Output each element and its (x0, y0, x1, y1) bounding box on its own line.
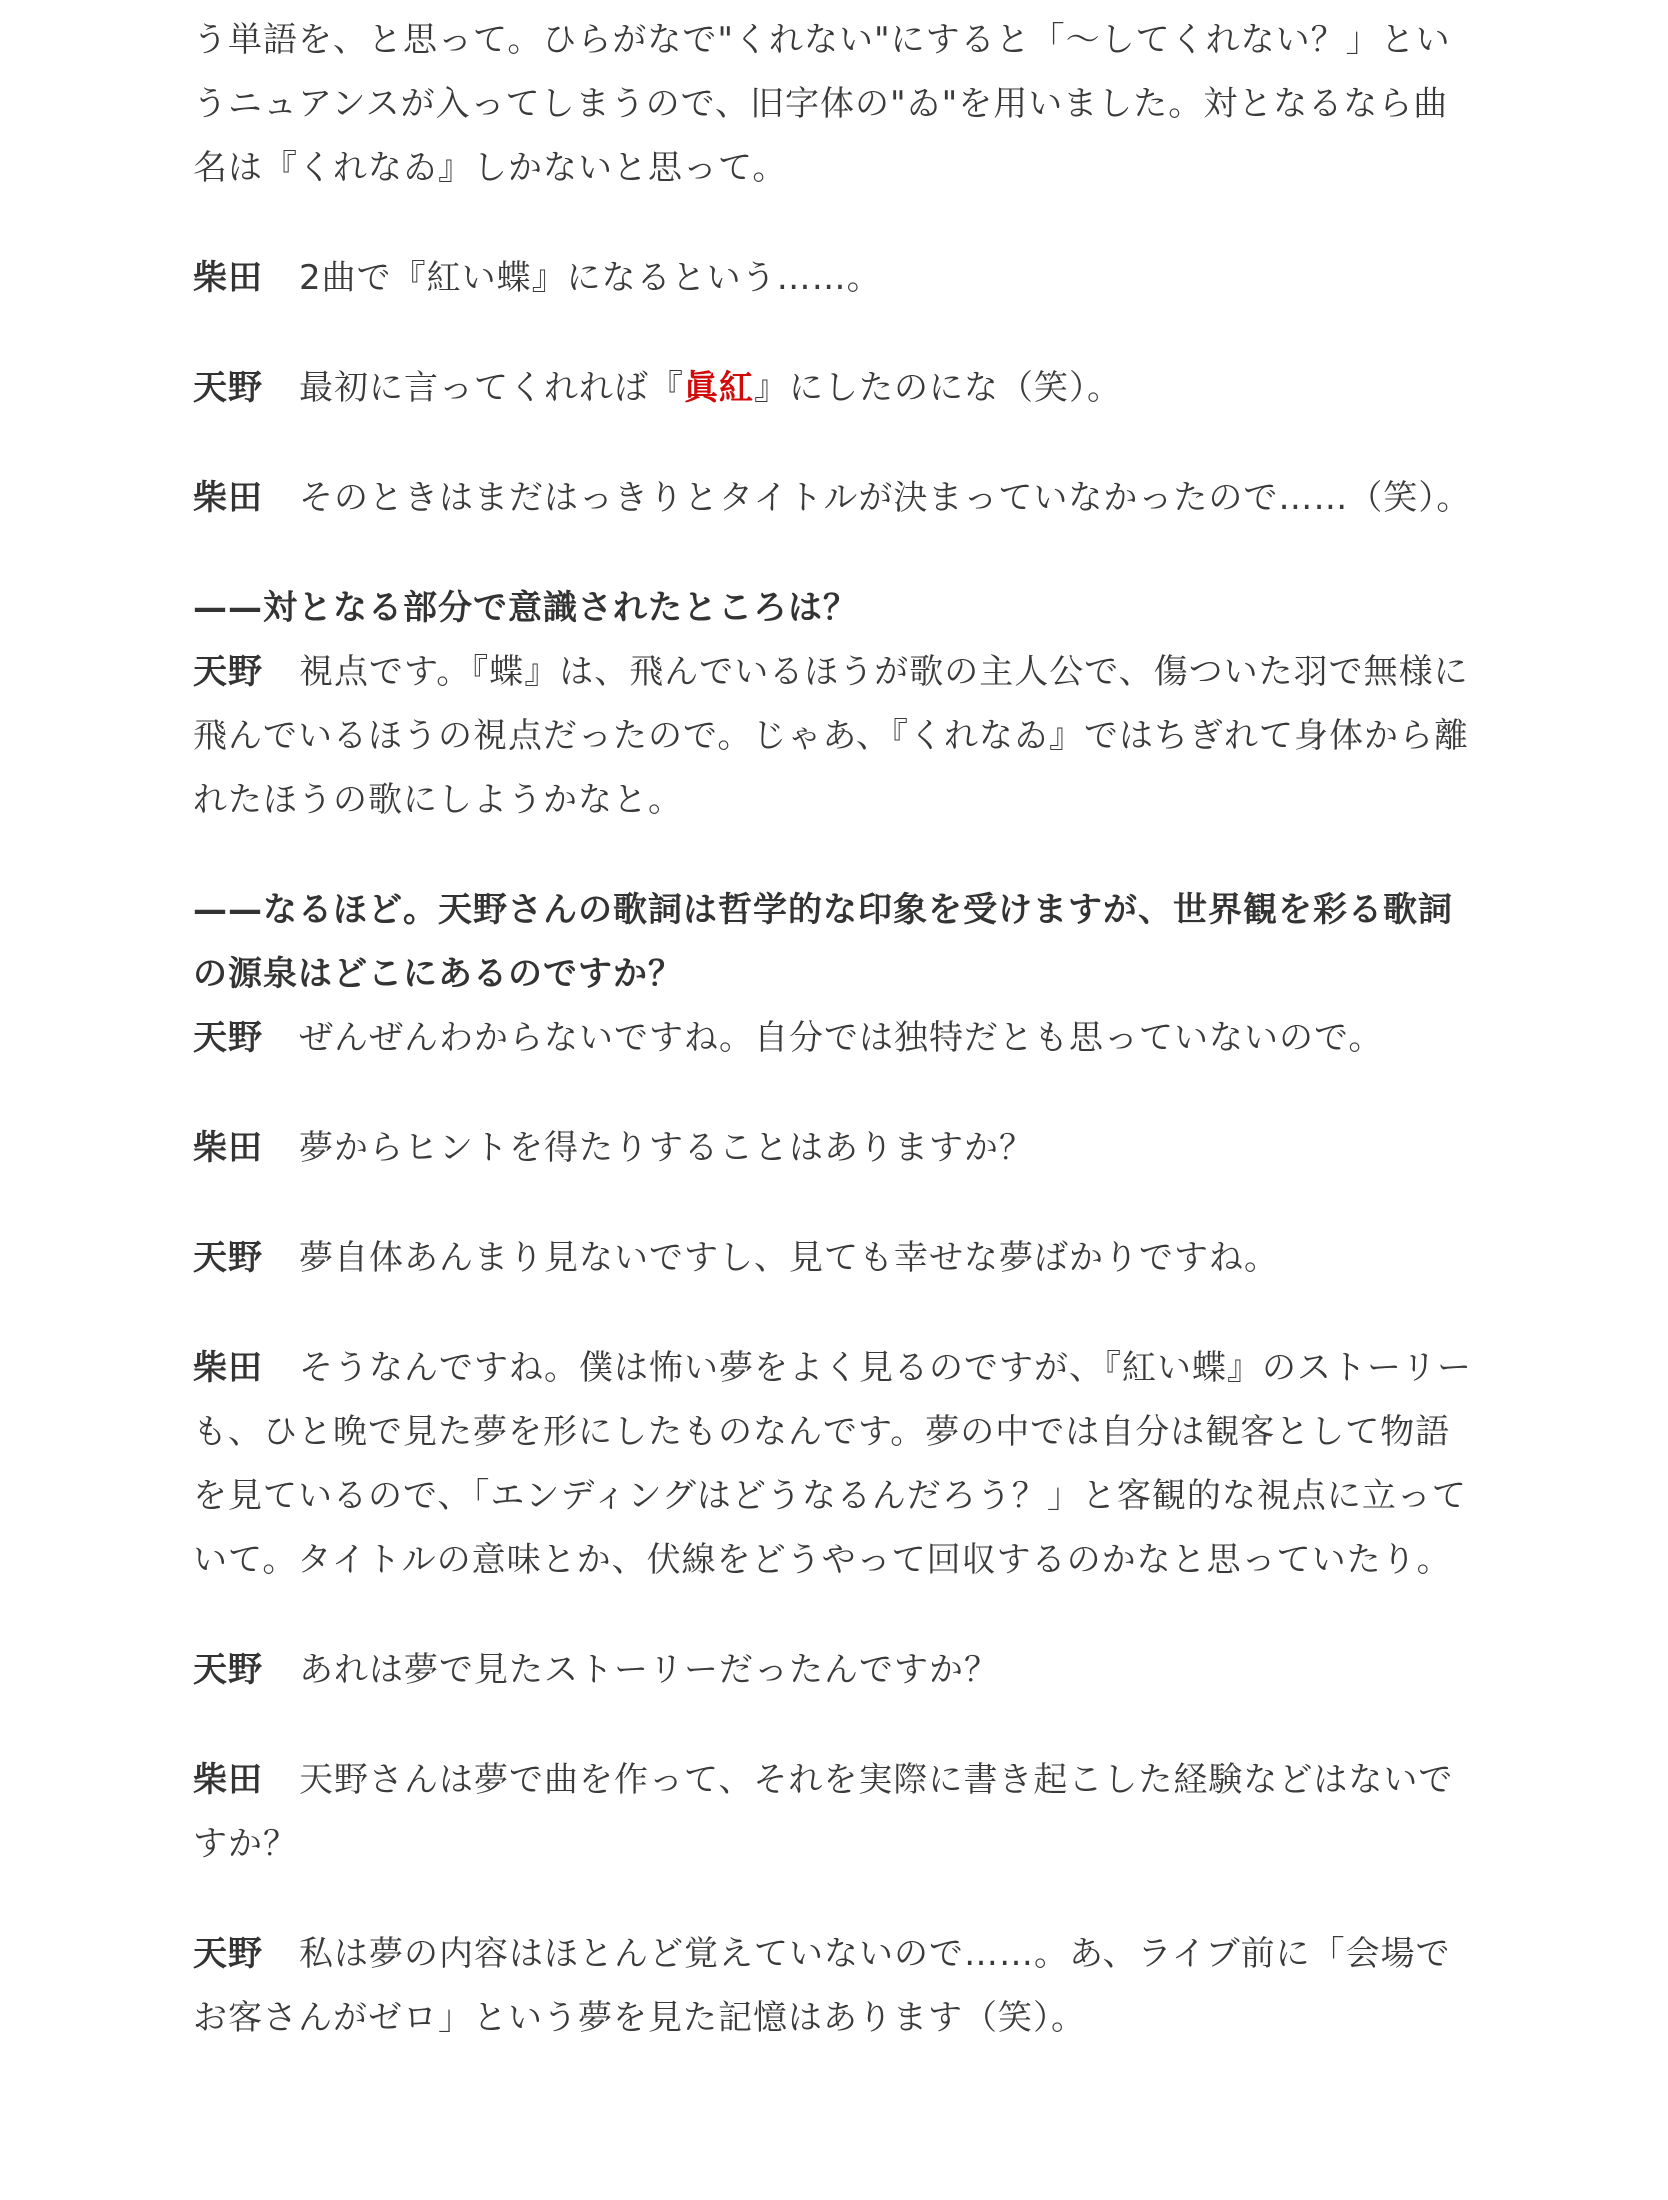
dialogue-text: 視点です。『蝶』は、飛んでいるほうが歌の主人公で、傷ついた羽で無様に飛んでいるほうの視点だったので。じゃあ、『くれなゐ』ではちぎれて身体から離れたほうの歌にしようかなと。 (193, 652, 1469, 820)
dialogue-shibata-1 (193, 246, 1473, 310)
speaker-name: 柴田 (193, 1128, 263, 1168)
dialogue-text: 天野さんは夢で曲を作って、それを実際に書き起こした経験などはないですか？ (193, 1760, 1454, 1864)
interview-question-1: ——対となる部分で意識されたところは？ (193, 588, 858, 628)
dialogue-amano-4 (193, 1226, 1473, 1290)
paragraph-text: う単語を、と思って。ひらがなで"くれない"にすると「〜してくれない？」というニュアンスが入ってしまうので、旧字体の"ゐ"を用いました。対となるなら曲名は『くれなゐ』しかないと思って。 (193, 20, 1451, 188)
speaker-name: 天野 (193, 1934, 263, 1974)
speaker-name: 天野 (193, 652, 263, 692)
dialogue-text: 夢からヒントを得たりすることはありますか？ (299, 1128, 1034, 1168)
speaker-name: 柴田 (193, 258, 263, 298)
dialogue-amano-6 (193, 1922, 1473, 2050)
dialogue-amano-2 (193, 640, 1473, 832)
speaker-name: 天野 (193, 1018, 263, 1058)
highlighted-title: 眞紅 (684, 368, 754, 408)
dialogue-text: 私は夢の内容はほとんど覚えていないので……。あ、ライブ前に「会場でお客さんがゼロ」という夢を見た記憶はあります（笑）。 (193, 1934, 1451, 2038)
speaker-name: 天野 (193, 1238, 263, 1278)
dialogue-text: 2曲で『紅い蝶』になるという……。 (299, 258, 882, 298)
dialogue-text: 夢自体あんまり見ないですし、見ても幸せな夢ばかりですね。 (299, 1238, 1279, 1278)
dialogue-shibata-2 (193, 466, 1473, 530)
speaker-name: 天野 (193, 1650, 263, 1690)
dialogue-text: そうなんですね。僕は怖い夢をよく見るのですが、『紅い蝶』のストーリーも、ひと晩で見た夢を形にしたものなんです。夢の中では自分は観客として物語を見ているので、「エンディングはどうなるんだろう？」と客観的な視点に立っていて。タイトルの意味とか、伏線をどうやって回収するのかなと思っていたり。 (193, 1348, 1472, 1580)
speaker-name: 天野 (193, 368, 263, 408)
dialogue-text: そのときはまだはっきりとタイトルが決まっていなかったので……（笑）。 (299, 478, 1472, 518)
paragraph-continuation (193, 8, 1473, 200)
dialogue-shibata-4 (193, 1336, 1473, 1592)
dialogue-text: ぜんぜんわからないですね。自分では独特だとも思っていないので。 (299, 1018, 1384, 1058)
interview-question-2: ——なるほど。天野さんの歌詞は哲学的な印象を受けますが、世界観を彩る歌詞の源泉はどこにあるのですか？ (193, 890, 1453, 994)
dialogue-text: 最初に言ってくれれば『 (299, 368, 684, 408)
dialogue-shibata-3 (193, 1116, 1473, 1180)
speaker-name: 柴田 (193, 1348, 263, 1388)
article-body (193, 8, 1473, 2096)
dialogue-amano-1 (193, 356, 1473, 420)
dialogue-amano-5 (193, 1638, 1473, 1702)
dialogue-text: あれは夢で見たストーリーだったんですか？ (299, 1650, 999, 1690)
speaker-name: 柴田 (193, 1760, 263, 1800)
dialogue-text: 』にしたのにな（笑）。 (754, 368, 1122, 408)
dialogue-amano-3 (193, 1006, 1473, 1070)
speaker-name: 柴田 (193, 478, 263, 518)
dialogue-shibata-5 (193, 1748, 1473, 1876)
